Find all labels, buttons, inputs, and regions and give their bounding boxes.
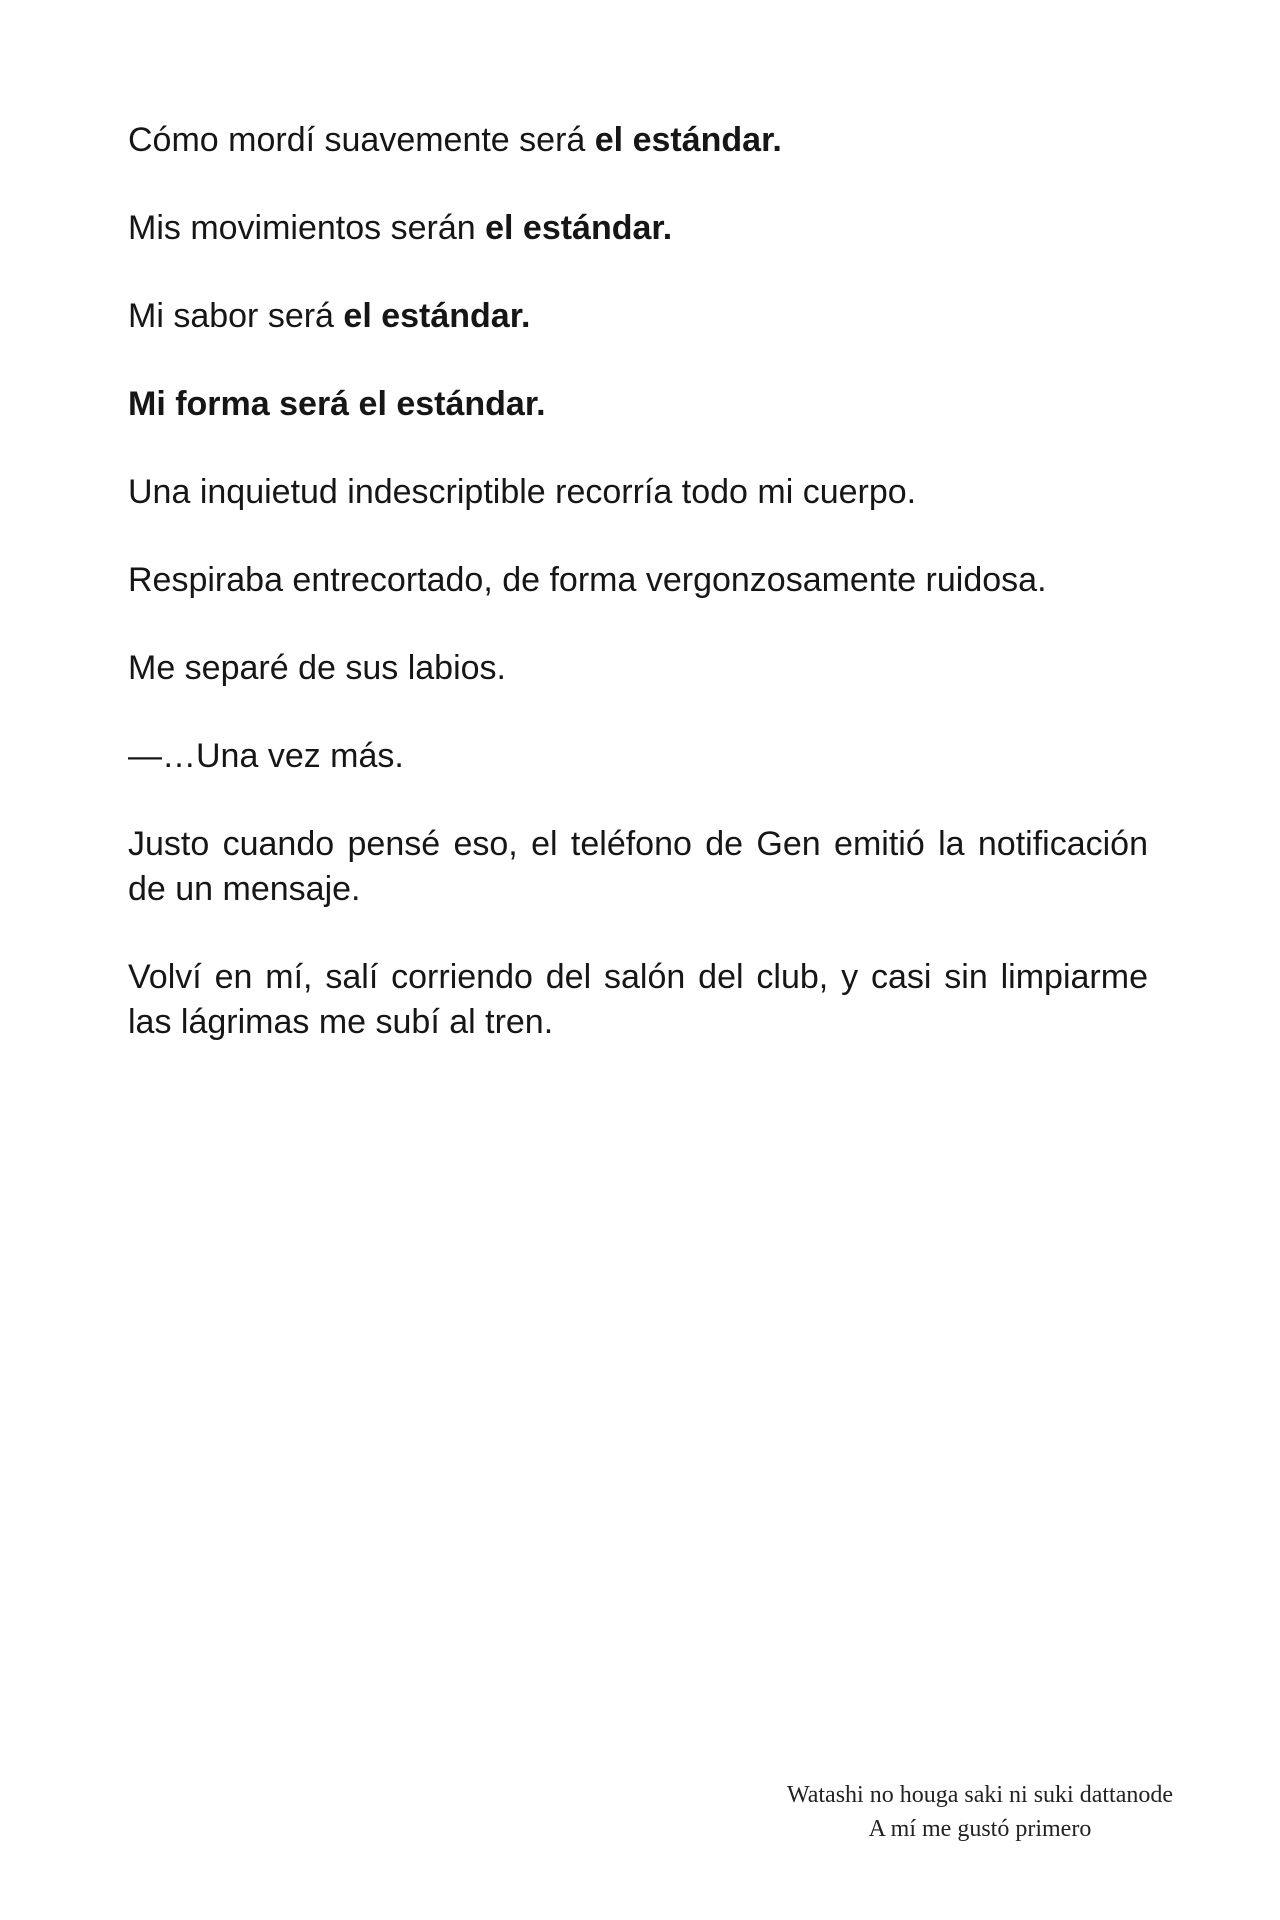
paragraph-7: Me separé de sus labios. [128,649,506,687]
paragraph-6: Respiraba entrecortado, de forma vergonzosamente ruidosa. [128,561,1047,599]
paragraph-8: —…Una vez más. [128,737,404,775]
paragraph-5: Una inquietud indescriptible recorría todo mi cuerpo. [128,473,917,511]
footer-title-romaji: Watashi no houga saki ni suki dattanode [787,1782,1173,1808]
page-footer [740,1778,1220,1846]
paragraph-10: Volví en mí, salí corriendo del salón del club, y casi sin limpiarme las lágrimas me subí al tren. [128,958,1148,1041]
paragraph-1: Cómo mordí suavemente será el estándar. [128,121,782,159]
paragraph-2: Mis movimientos serán el estándar. [128,209,673,247]
footer-title-spanish: A mí me gustó primero [868,1816,1092,1842]
paragraph-4: Mi forma será el estándar. [128,385,546,423]
paragraph-3: Mi sabor será el estándar. [128,297,531,335]
paragraph-9: Justo cuando pensé eso, el teléfono de Gen emitió la notificación de un mensaje. [128,825,1148,908]
body-text [128,118,1148,1088]
